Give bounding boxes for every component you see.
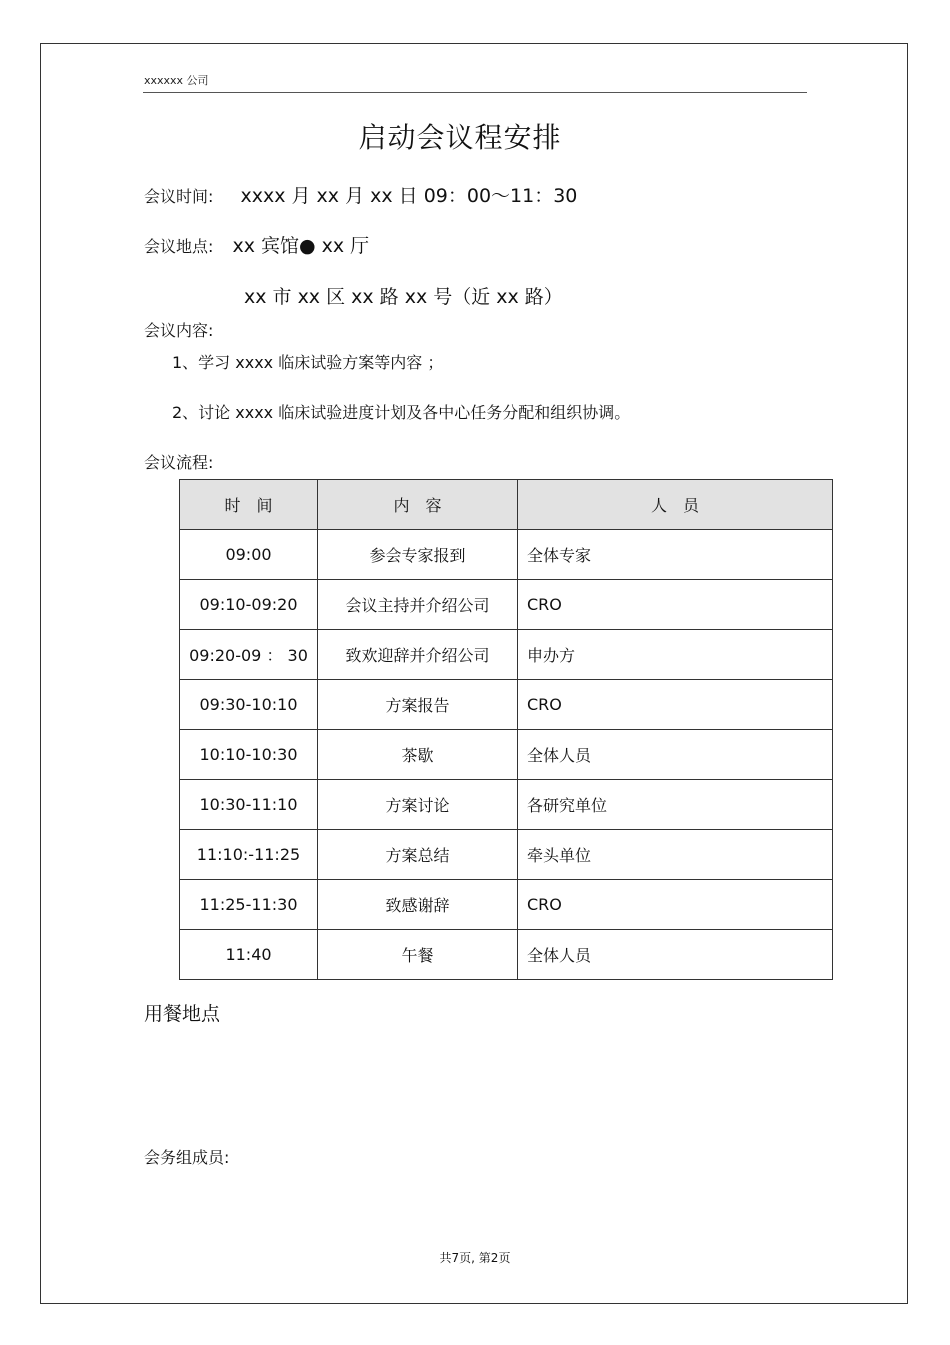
meeting-time-label: 会议时间: bbox=[144, 187, 214, 206]
cell-content: 方案总结 bbox=[318, 830, 518, 880]
cell-person: CRO bbox=[518, 680, 833, 730]
cell-person: 申办方 bbox=[518, 630, 833, 680]
cell-time: 09:30-10:10 bbox=[180, 680, 318, 730]
table-header-row bbox=[180, 480, 833, 530]
table-row bbox=[180, 930, 833, 980]
table-row bbox=[180, 530, 833, 580]
meeting-place-row bbox=[144, 231, 369, 258]
table-row bbox=[180, 730, 833, 780]
cell-content: 会议主持并介绍公司 bbox=[318, 580, 518, 630]
cell-person: CRO bbox=[518, 880, 833, 930]
meeting-content-item-2: 2、讨论 xxxx 临床试验进度计划及各中心任务分配和组织协调。 bbox=[172, 403, 631, 422]
cell-person: CRO bbox=[518, 580, 833, 630]
cell-content: 致感谢辞 bbox=[318, 880, 518, 930]
meal-place-heading: 用餐地点 bbox=[144, 1003, 221, 1025]
cell-time: 09:20-09 ： 30 bbox=[180, 630, 318, 680]
cell-time: 09:00 bbox=[180, 530, 318, 580]
meeting-time-value: xxxx 月 xx 月 xx 日 09：00～11：30 bbox=[240, 185, 578, 207]
cell-content: 方案报告 bbox=[318, 680, 518, 730]
table-row bbox=[180, 780, 833, 830]
table-row bbox=[180, 630, 833, 680]
meeting-place-line2: xx 市 xx 区 xx 路 xx 号（近 xx 路） bbox=[244, 286, 563, 308]
table-row bbox=[180, 580, 833, 630]
header-company: xxxxxx 公司 bbox=[144, 74, 209, 87]
schedule-table bbox=[179, 479, 833, 980]
meeting-content-item-1: 1、学习 xxxx 临床试验方案等内容 ； bbox=[172, 353, 444, 372]
cell-time: 11:40 bbox=[180, 930, 318, 980]
page-number: 共7页, 第2页 bbox=[439, 1251, 511, 1265]
cell-person: 全体人员 bbox=[518, 930, 833, 980]
cell-time: 10:10-10:30 bbox=[180, 730, 318, 780]
cell-time: 11:25-11:30 bbox=[180, 880, 318, 930]
cell-person: 全体人员 bbox=[518, 730, 833, 780]
cell-person: 牵头单位 bbox=[518, 830, 833, 880]
header-rule bbox=[143, 92, 807, 93]
document-title: 启动会议程安排 bbox=[358, 121, 562, 154]
header-time: 时 间 bbox=[180, 480, 318, 530]
table-row bbox=[180, 680, 833, 730]
meeting-place-label: 会议地点: bbox=[144, 237, 214, 256]
staff-label: 会务组成员: bbox=[144, 1148, 230, 1167]
cell-time: 11:10:-11:25 bbox=[180, 830, 318, 880]
meeting-content-label: 会议内容: bbox=[144, 321, 214, 340]
header-content: 内 容 bbox=[318, 480, 518, 530]
cell-content: 致欢迎辞并介绍公司 bbox=[318, 630, 518, 680]
cell-content: 茶歇 bbox=[318, 730, 518, 780]
cell-person: 全体专家 bbox=[518, 530, 833, 580]
meeting-flow-label: 会议流程: bbox=[144, 453, 214, 472]
cell-content: 参会专家报到 bbox=[318, 530, 518, 580]
meeting-time-row bbox=[144, 181, 577, 208]
cell-time: 09:10-09:20 bbox=[180, 580, 318, 630]
meeting-place-line1: xx 宾馆● xx 厅 bbox=[232, 235, 370, 257]
cell-content: 午餐 bbox=[318, 930, 518, 980]
cell-person: 各研究单位 bbox=[518, 780, 833, 830]
cell-content: 方案讨论 bbox=[318, 780, 518, 830]
cell-time: 10:30-11:10 bbox=[180, 780, 318, 830]
header-person: 人 员 bbox=[518, 480, 833, 530]
table-row bbox=[180, 880, 833, 930]
table-row bbox=[180, 830, 833, 880]
